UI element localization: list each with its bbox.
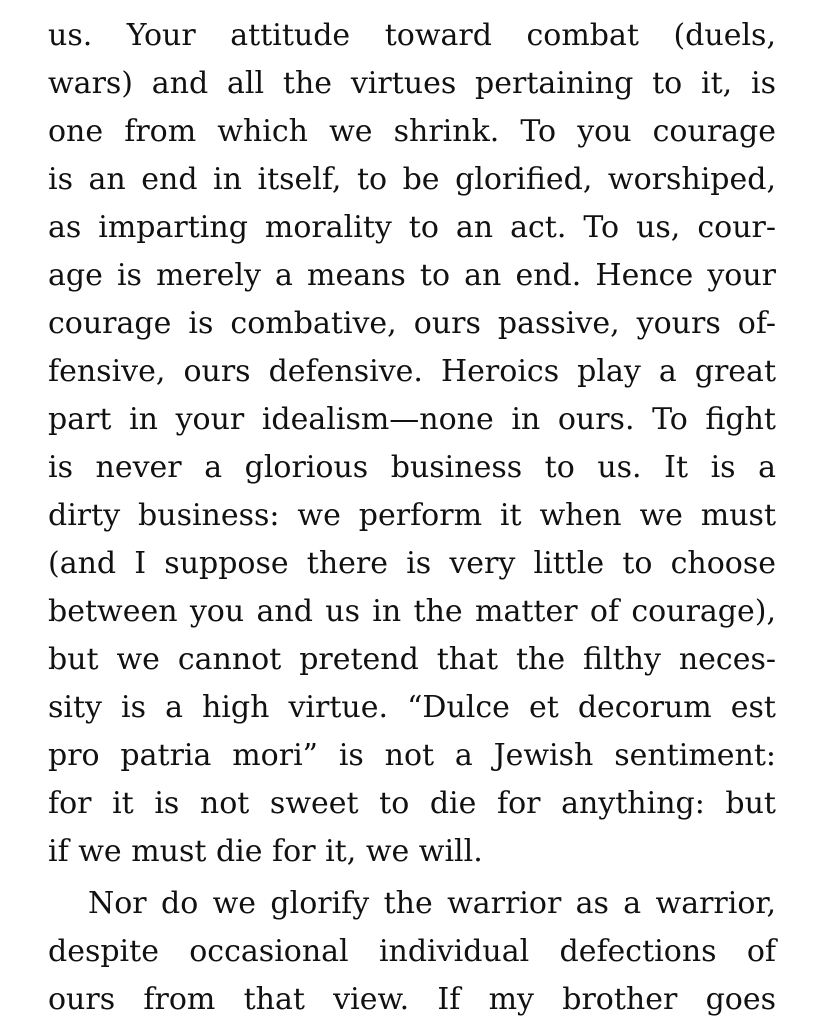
text-line: for it is not sweet to die for anything: but (48, 786, 776, 821)
text-line: wars) and all the virtues pertaining to it, is (48, 66, 776, 101)
text-line: (and I suppose there is very little to choose (48, 546, 776, 581)
text-line: Nor do we glorify the warrior as a warrior, (88, 886, 776, 921)
text-line: but we cannot pretend that the filthy neces- (48, 642, 776, 677)
text-line: age is merely a means to an end. Hence your (48, 258, 776, 293)
text-line: courage is combative, ours passive, yours of- (48, 306, 776, 341)
text-line: one from which we shrink. To you courage (48, 114, 776, 149)
text-line: if we must die for it, we will. (48, 834, 483, 869)
text-line: ours from that view. If my brother goes (48, 982, 776, 1017)
text-line: pro patria mori” is not a Jewish sentiment: (48, 738, 776, 773)
text-line: us. Your attitude toward combat (duels, (48, 18, 776, 53)
text-line: between you and us in the matter of courage), (48, 594, 776, 629)
text-line: is an end in itself, to be glorified, worshiped, (48, 162, 776, 197)
text-line: despite occasional individual defections of (48, 934, 776, 969)
text-line: sity is a high virtue. “Dulce et decorum est (48, 690, 776, 725)
text-line: is never a glorious business to us. It is a (48, 450, 776, 485)
text-line: fensive, ours defensive. Heroics play a great (48, 354, 776, 389)
text-line: as imparting morality to an act. To us, cour- (48, 210, 776, 245)
text-line: dirty business: we perform it when we must (48, 498, 776, 533)
text-line: part in your idealism—none in ours. To fight (48, 402, 776, 437)
